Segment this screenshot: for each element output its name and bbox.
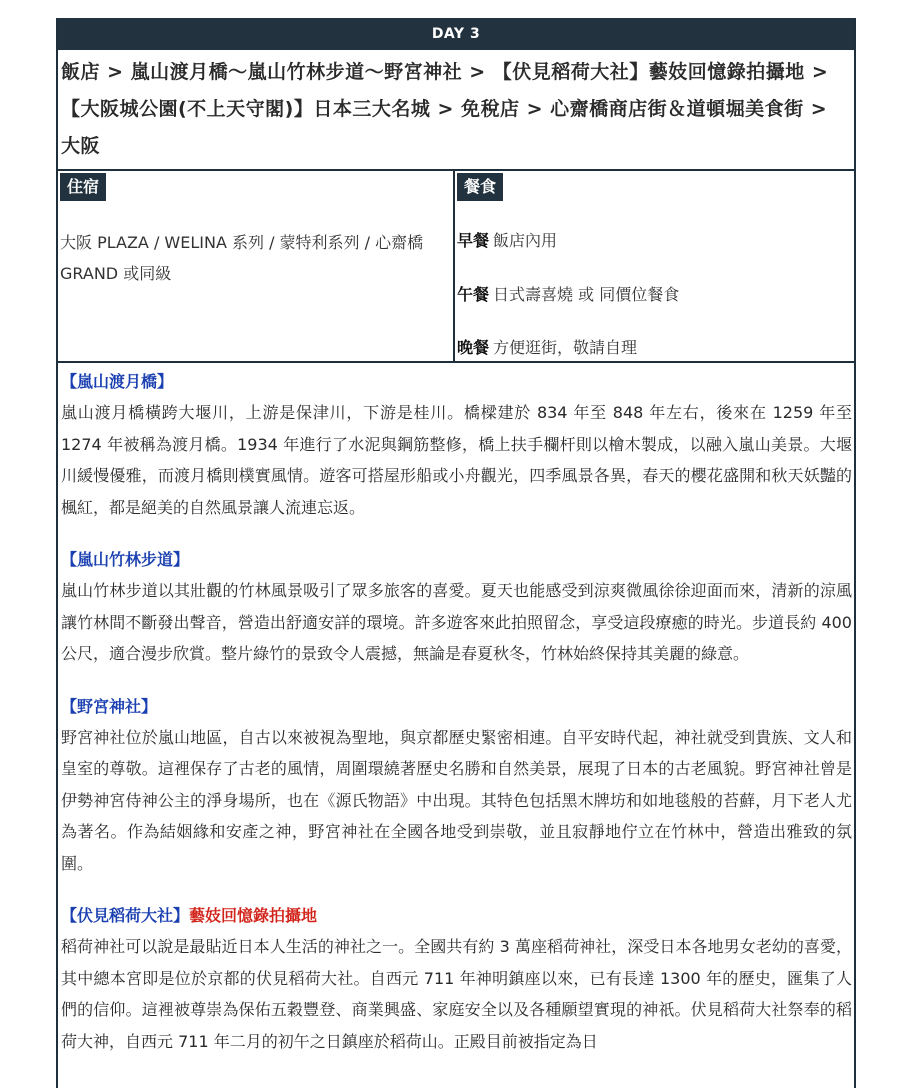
section-togetsukyo (58, 367, 854, 523)
itinerary-day-card (56, 18, 856, 1088)
lodging-tag: 住宿 (60, 173, 106, 201)
section-body: 野宮神社位於嵐山地區，自古以來被視為聖地，與京都歷史緊密相連。自平安時代起，神社就受到貴族、文人和皇室的尊敬。這裡保存了古老的風情，周圍環繞著歷史名勝和自然美景，展現了日本的古老風貌。野宮神社曾是伊勢神宮侍神公主的淨身場所，也在《源氏物語》中出現。其特色包括黑木牌坊和如地毯般的苔蘚，月下老人尤為著名。作為結姻緣和安產之神，野宮神社在全國各地受到崇敬，並且寂靜地佇立在竹林中，營造出雅致的氛圍。 (61, 727, 852, 873)
lodging-text: 大阪 PLAZA / WELINA 系列 / 蒙特利系列 / 心齋橋 GRAND 或同級 (60, 233, 424, 283)
lunch-row (457, 282, 679, 305)
breakfast-value: 飯店內用 (493, 231, 558, 250)
day-header: DAY 3 (58, 18, 854, 50)
info-table (58, 171, 854, 363)
section-fushimi-inari (58, 901, 854, 1057)
breakfast-label: 早餐 (457, 231, 490, 250)
section-title (61, 901, 852, 931)
section-title-text: 【野宮神社】 (61, 696, 158, 716)
breakfast-row (457, 228, 557, 251)
route-summary: 飯店 > 嵐山渡月橋～嵐山竹林步道～野宮神社 > 【伏見稻荷大社】藝妓回憶錄拍攝地 > 【大阪城公園(不上天守閣)】日本三大名城 > 免稅店 > 心齋橋商店街＆道頓堀美食街 > 大阪 (58, 50, 854, 171)
section-body: 嵐山竹林步道以其壯觀的竹林風景吸引了眾多旅客的喜愛。夏天也能感受到涼爽微風徐徐迎面而來，清新的涼風讓竹林間不斷發出聲音，營造出舒適安詳的環境。許多遊客來此拍照留念，享受這段療癒的時光。步道長約 400 公尺，適合漫步欣賞。整片綠竹的景致令人震撼，無論是春夏秋冬，竹林始終保持其美麗的綠意。 (61, 581, 852, 663)
section-title-text: 【嵐山渡月橋】 (61, 372, 174, 391)
section-bamboo-path (58, 545, 854, 670)
lunch-label: 午餐 (457, 285, 490, 304)
lunch-value: 日式壽喜燒 或 同價位餐食 (493, 285, 680, 304)
section-title-text: 【嵐山竹林步道】 (61, 550, 190, 569)
section-title (61, 692, 852, 722)
section-title (61, 367, 852, 397)
section-title-text: 【伏見稻荷大社】 (61, 906, 190, 925)
section-subtitle: 藝妓回憶錄拍攝地 (189, 906, 318, 925)
dinner-row (457, 335, 637, 358)
lodging-cell (58, 171, 455, 361)
section-title (61, 545, 852, 575)
meals-tag: 餐食 (457, 173, 503, 201)
section-nonomiya (58, 692, 854, 880)
dinner-label: 晚餐 (457, 338, 490, 357)
dinner-value: 方便逛街，敬請自理 (493, 338, 638, 357)
section-body: 嵐山渡月橋橫跨大堰川，上游是保津川，下游是桂川。橋樑建於 834 年至 848 年左右，後來在 1259 年至 1274 年被稱為渡月橋。1934 年進行了水泥與鋼筋整修，橋上扶手欄杆則以檜木製成，以融入嵐山美景。大堰川緩慢優雅，而渡月橋則樸實風情。遊客可搭屋形船或小舟觀光，四季風景各異，春天的櫻花盛開和秋天妖豔的楓紅，都是絕美的自然風景讓人流連忘返。 (61, 403, 852, 517)
section-body: 稻荷神社可以說是最貼近日本人生活的神社之一。全國共有約 3 萬座稻荷神社，深受日本各地男女老幼的喜愛，其中總本宮即是位於京都的伏見稻荷大社。自西元 711 年神明鎮座以來，已有長達 1300 年的歷史，匯集了人們的信仰。這裡被尊崇為保佑五穀豐登、商業興盛、家庭安全以及各種願望實現的神祇。伏見稻荷大社祭奉的稻荷大神，自西元 711 年二月的初午之日鎮座於稻荷山。正殿目前被指定為日 (61, 937, 852, 1051)
meals-cell (455, 171, 854, 361)
